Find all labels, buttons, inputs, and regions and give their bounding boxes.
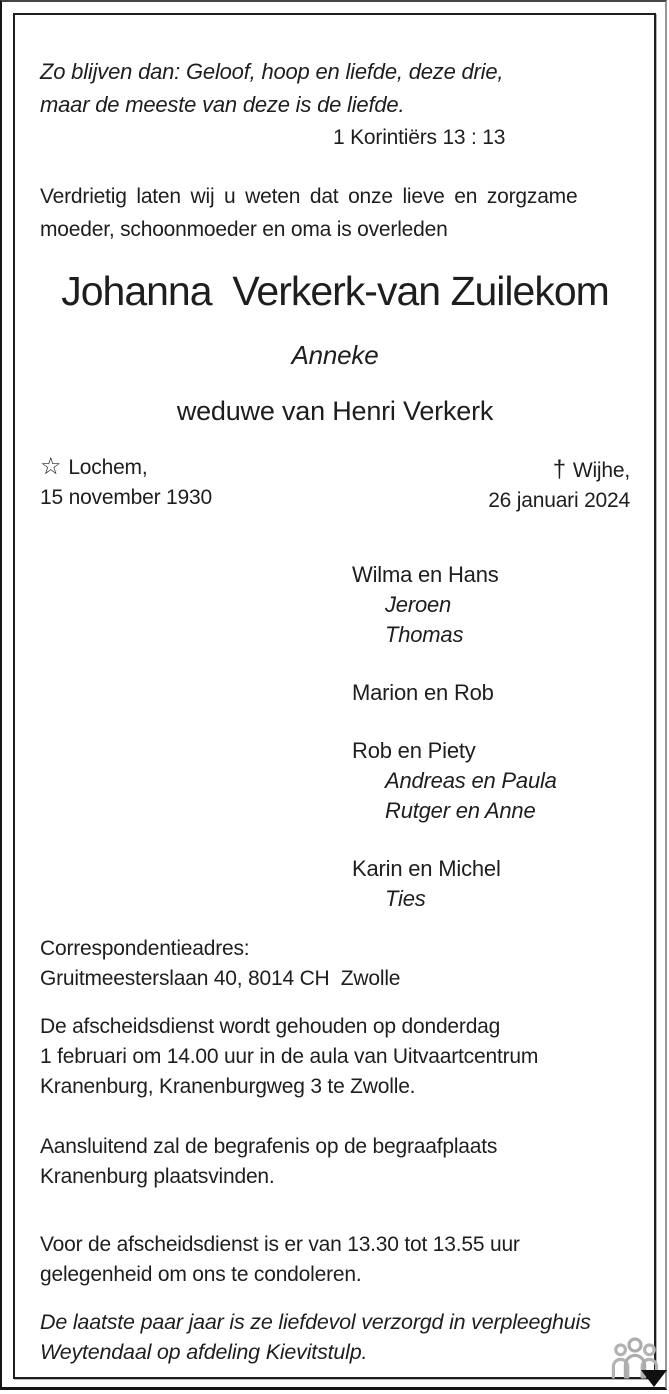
death-place-line <box>488 455 630 486</box>
service-line: De afscheidsdienst wordt gehouden op donderdag <box>40 1015 501 1038</box>
family-group <box>352 560 630 650</box>
corner-triangle-icon <box>641 1370 667 1387</box>
family-group <box>352 678 630 708</box>
birth-info <box>40 452 212 516</box>
burial-line: Kranenburg plaatsvinden. <box>40 1165 275 1188</box>
family-list <box>352 560 630 914</box>
quote-line: maar de meeste van deze is de liefde. <box>40 92 405 117</box>
deceased-name: Johanna Verkerk-van Zuilekom <box>61 268 609 314</box>
scripture-reference: 1 Korintiërs 13 : 13 <box>333 126 506 149</box>
condolence-paragraph <box>40 1230 630 1290</box>
family-group <box>352 736 630 826</box>
family-group <box>352 854 630 914</box>
announcement-line: moeder, schoonmoeder en oma is overleden <box>40 218 448 241</box>
closing-paragraph <box>40 1307 630 1367</box>
service-paragraph <box>40 1012 630 1102</box>
family-child: Andreas en Paula <box>385 768 557 793</box>
family-child: Rutger en Anne <box>385 798 536 823</box>
family-child: Thomas <box>385 622 464 647</box>
family-couple: Rob en Piety <box>352 738 476 763</box>
correspondence-label: Correspondentieadres: <box>40 937 250 960</box>
birth-place-line <box>40 452 212 483</box>
family-couple: Wilma en Hans <box>352 562 499 587</box>
announcement-line: Verdrietig laten wij u weten dat onze lieve en zorgzame <box>40 185 578 208</box>
correspondence-block <box>40 934 630 994</box>
service-line: 1 februari om 14.00 uur in de aula van Uitvaartcentrum <box>40 1045 539 1068</box>
condolence-line: Voor de afscheidsdienst is er van 13.30 tot 13.55 uur <box>40 1233 520 1256</box>
correspondence-address: Gruitmeesterslaan 40, 8014 CH Zwolle <box>40 967 401 990</box>
obituary-content <box>40 13 630 1367</box>
death-place: Wijhe, <box>572 459 630 482</box>
service-line: Kranenburg, Kranenburgweg 3 te Zwolle. <box>40 1075 416 1098</box>
deceased-nickname: Anneke <box>291 340 379 370</box>
burial-paragraph <box>40 1132 630 1192</box>
family-child: Jeroen <box>385 592 452 617</box>
family-couple: Marion en Rob <box>352 680 494 705</box>
scripture-quote <box>40 55 630 154</box>
death-info <box>488 452 630 516</box>
condolence-line: gelegenheid om ons te condoleren. <box>40 1263 362 1286</box>
birth-star-icon: ☆ <box>40 453 62 480</box>
birth-death-row <box>40 452 630 516</box>
death-cross-icon: † <box>552 456 566 483</box>
birth-place: Lochem, <box>68 456 148 479</box>
family-child: Ties <box>385 886 426 911</box>
burial-line: Aansluitend zal de begrafenis op de begraafplaats <box>40 1135 498 1158</box>
relation-line: weduwe van Henri Verkerk <box>176 396 494 426</box>
closing-line: De laatste paar jaar is ze liefdevol verzorgd in verpleeghuis <box>40 1310 591 1334</box>
announcement-text <box>40 180 630 246</box>
family-couple: Karin en Michel <box>352 856 501 881</box>
birth-date: 15 november 1930 <box>40 486 212 509</box>
quote-line: Zo blijven dan: Geloof, hoop en liefde, deze drie, <box>40 59 504 84</box>
death-date: 26 januari 2024 <box>488 489 630 512</box>
closing-line: Weytendaal op afdeling Kievitstulp. <box>40 1340 368 1364</box>
